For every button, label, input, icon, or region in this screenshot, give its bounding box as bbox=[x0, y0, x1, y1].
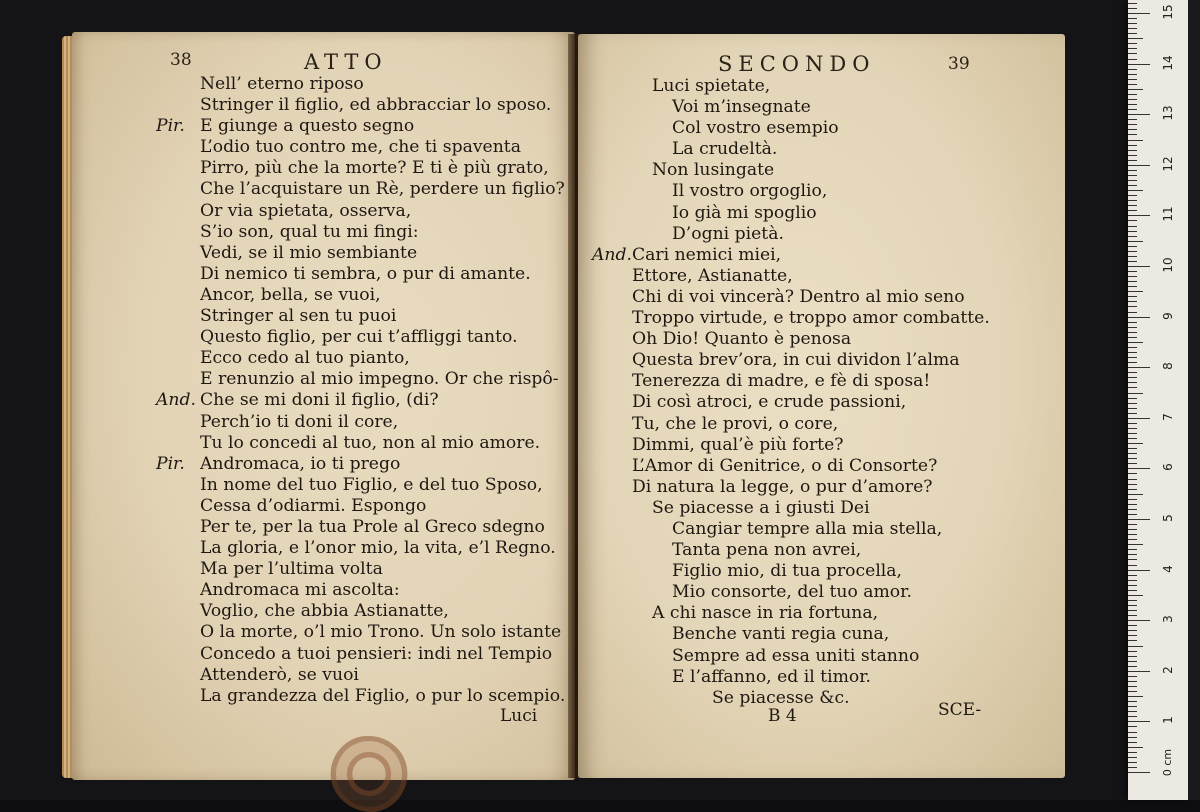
ruler-tick bbox=[1128, 711, 1137, 712]
ruler-tick bbox=[1128, 661, 1137, 662]
ruler-tick bbox=[1128, 529, 1137, 530]
speaker-label: And. bbox=[156, 390, 196, 411]
ruler-tick bbox=[1128, 190, 1143, 191]
verse-text: Voi m’insegnate bbox=[672, 97, 811, 118]
verse-text: Di nemico ti sembra, o pur di amante. bbox=[200, 263, 531, 284]
ruler-tick bbox=[1128, 767, 1137, 768]
speaker-label: And. bbox=[592, 244, 632, 265]
verse-text: Tu lo concedi al tuo, non al mio amore. bbox=[200, 432, 541, 453]
ruler-tick bbox=[1128, 453, 1137, 454]
catchword: Luci bbox=[500, 706, 538, 726]
ruler-tick bbox=[1128, 140, 1143, 141]
verse-text: Cessa d’odiarmi. Espongo bbox=[200, 495, 427, 516]
verse-text: Sempre ad essa uniti stanno bbox=[672, 645, 920, 666]
signature-mark: B 4 bbox=[768, 706, 797, 726]
ruler-tick bbox=[1128, 74, 1137, 75]
verse-text: A chi nasce in ria fortuna, bbox=[652, 603, 879, 624]
ruler-tick bbox=[1128, 165, 1150, 166]
ruler-number: 6 bbox=[1161, 463, 1175, 472]
ruler-tick bbox=[1128, 43, 1137, 44]
running-head: SECONDO bbox=[718, 52, 876, 76]
ruler-tick bbox=[1128, 94, 1137, 95]
verse-text: Questo figlio, per cui t’affliggi tanto. bbox=[200, 327, 518, 348]
verse-text: Tenerezza di madre, e fè di sposa! bbox=[632, 371, 931, 392]
verse-text: Ma per l’ultima volta bbox=[200, 559, 383, 580]
ruler-tick bbox=[1128, 554, 1137, 555]
ruler-tick bbox=[1128, 519, 1150, 520]
ruler-tick bbox=[1128, 59, 1137, 60]
verse-text: Andromaca mi ascolta: bbox=[200, 580, 400, 601]
ruler-tick bbox=[1128, 443, 1143, 444]
ruler-tick bbox=[1128, 524, 1137, 525]
ruler-tick bbox=[1128, 175, 1137, 176]
catchword: SCE- bbox=[938, 700, 982, 720]
verse-text: L’odio tuo contro me, che ti spaventa bbox=[200, 137, 521, 158]
ruler-tick bbox=[1128, 656, 1137, 657]
ruler-tick bbox=[1128, 539, 1137, 540]
verse-text: Concedo a tuoi pensieri: indi nel Tempio bbox=[200, 643, 553, 664]
verse-text: Ancor, bella, se vuoi, bbox=[200, 284, 381, 305]
ruler-tick bbox=[1128, 226, 1137, 227]
ruler-tick bbox=[1128, 134, 1137, 135]
verse-text: L’Amor di Genitrice, o di Consorte? bbox=[632, 455, 938, 476]
ruler-tick bbox=[1128, 210, 1137, 211]
verse-text: La grandezza del Figlio, o pur lo scempio. bbox=[200, 685, 566, 706]
ruler-tick bbox=[1128, 458, 1137, 459]
verse-text: Stringer il figlio, ed abbracciar lo sposo. bbox=[200, 95, 552, 116]
ruler-tick bbox=[1128, 317, 1150, 318]
ruler-tick bbox=[1128, 752, 1137, 753]
ruler-tick bbox=[1128, 737, 1137, 738]
ruler-tick bbox=[1128, 301, 1137, 302]
ruler-tick bbox=[1128, 3, 1137, 4]
verse-text: Andromaca, io ti prego bbox=[200, 453, 401, 474]
ruler-tick bbox=[1128, 534, 1137, 535]
speaker-label: Pir. bbox=[156, 453, 185, 474]
ruler-tick bbox=[1128, 428, 1137, 429]
ruler-tick bbox=[1128, 281, 1137, 282]
ruler-tick bbox=[1128, 468, 1150, 469]
verse-text: Cangiar tempre alla mia stella, bbox=[672, 518, 943, 539]
ruler-tick bbox=[1128, 565, 1137, 566]
ruler-tick bbox=[1128, 352, 1137, 353]
ruler-tick bbox=[1128, 448, 1137, 449]
verse-text: Figlio mio, di tua procella, bbox=[672, 561, 903, 582]
ruler-tick bbox=[1128, 635, 1137, 636]
ruler-tick bbox=[1128, 651, 1137, 652]
verse-text: Oh Dio! Quanto è penosa bbox=[632, 329, 852, 350]
ruler-tick bbox=[1128, 676, 1137, 677]
ruler-tick bbox=[1128, 84, 1137, 85]
ruler-tick bbox=[1128, 8, 1137, 9]
ruler-tick bbox=[1128, 332, 1137, 333]
ruler-tick bbox=[1128, 570, 1150, 571]
ruler-tick bbox=[1128, 200, 1137, 201]
ruler-tick bbox=[1128, 585, 1137, 586]
ruler-number: 1 bbox=[1161, 716, 1175, 725]
ruler-tick bbox=[1128, 124, 1137, 125]
ruler-tick bbox=[1128, 484, 1137, 485]
left-page bbox=[72, 32, 575, 780]
ruler-tick bbox=[1128, 286, 1137, 287]
ruler-tick bbox=[1128, 347, 1137, 348]
ruler-tick bbox=[1128, 251, 1137, 252]
ruler-tick bbox=[1128, 413, 1137, 414]
verse-text: Se piacesse &c. bbox=[712, 687, 850, 708]
ruler-tick bbox=[1128, 433, 1137, 434]
ruler-tick bbox=[1128, 772, 1150, 773]
background-edge bbox=[1188, 0, 1200, 800]
ruler-tick bbox=[1128, 463, 1137, 464]
ruler-tick bbox=[1128, 79, 1137, 80]
verse-text: Questa brev’ora, in cui dividon l’alma bbox=[632, 350, 960, 371]
ruler-tick bbox=[1128, 306, 1137, 307]
ruler-tick bbox=[1128, 691, 1137, 692]
ruler-tick bbox=[1128, 372, 1137, 373]
verse-text: In nome del tuo Figlio, e del tuo Sposo, bbox=[200, 474, 543, 495]
ruler-tick bbox=[1128, 732, 1137, 733]
ruler-tick bbox=[1128, 742, 1137, 743]
ruler-tick bbox=[1128, 256, 1137, 257]
ruler-tick bbox=[1128, 382, 1137, 383]
ruler-tick bbox=[1128, 53, 1137, 54]
verse-text: Ecco cedo al tuo pianto, bbox=[200, 348, 410, 369]
verse-text: Luci spietate, bbox=[652, 76, 771, 96]
ruler-tick bbox=[1128, 119, 1137, 120]
verse-text: Tu, che le provi, o core, bbox=[632, 413, 839, 434]
ruler-tick bbox=[1128, 681, 1137, 682]
ruler-tick bbox=[1128, 549, 1137, 550]
ruler-number: 11 bbox=[1161, 206, 1175, 223]
ruler-tick bbox=[1128, 473, 1137, 474]
ruler-tick bbox=[1128, 640, 1137, 641]
ruler-tick bbox=[1128, 160, 1137, 161]
ruler-tick bbox=[1128, 686, 1137, 687]
ruler-tick bbox=[1128, 509, 1137, 510]
ruler-tick bbox=[1128, 387, 1137, 388]
ruler-tick bbox=[1128, 706, 1137, 707]
ruler-number: 12 bbox=[1161, 156, 1175, 172]
page-number: 39 bbox=[948, 54, 970, 74]
verse-text: Attenderò, se vuoi bbox=[200, 664, 359, 685]
ruler-number: 9 bbox=[1161, 311, 1175, 320]
ruler-tick bbox=[1128, 595, 1143, 596]
ruler-tick bbox=[1128, 38, 1143, 39]
ruler-tick bbox=[1128, 291, 1143, 292]
verse-text: Col vostro esempio bbox=[672, 118, 839, 139]
ruler-tick bbox=[1128, 155, 1137, 156]
verse-text: Perch’io ti doni il core, bbox=[200, 411, 399, 432]
verse-text: Nell’ eterno riposo bbox=[200, 74, 364, 94]
ruler-tick bbox=[1128, 600, 1137, 601]
ruler-tick bbox=[1128, 726, 1137, 727]
ruler-number: 3 bbox=[1161, 615, 1175, 624]
ruler-tick bbox=[1128, 99, 1137, 100]
verse-text: S’io son, qual tu mi fingi: bbox=[200, 221, 419, 242]
ruler-number: 13 bbox=[1161, 105, 1175, 121]
ruler-tick bbox=[1128, 696, 1143, 697]
ruler-tick bbox=[1128, 150, 1137, 151]
verse-text: La crudeltà. bbox=[672, 139, 778, 160]
ruler-tick bbox=[1128, 322, 1137, 323]
ruler-unit-label: 0 cm bbox=[1161, 748, 1175, 777]
ruler-tick bbox=[1128, 403, 1137, 404]
verse-text: O la morte, o’l mio Trono. Un solo istante bbox=[200, 622, 562, 643]
verse-text: Cari nemici miei, bbox=[632, 244, 782, 265]
verse-text: Di natura la legge, o pur d’amore? bbox=[632, 476, 933, 497]
ruler-tick bbox=[1128, 180, 1137, 181]
ruler-tick bbox=[1128, 266, 1150, 267]
ruler-tick bbox=[1128, 33, 1137, 34]
ruler-tick bbox=[1128, 377, 1137, 378]
ruler-tick bbox=[1128, 342, 1143, 343]
ruler-tick bbox=[1128, 23, 1137, 24]
ruler-tick bbox=[1128, 408, 1137, 409]
ink-stamp-stain bbox=[330, 736, 408, 812]
verse-text: Mio consorte, del tuo amor. bbox=[672, 582, 912, 603]
running-head: ATTO bbox=[304, 50, 388, 74]
ruler-tick bbox=[1128, 48, 1137, 49]
ruler-tick bbox=[1128, 504, 1137, 505]
ruler-number: 2 bbox=[1161, 665, 1175, 674]
ruler-tick bbox=[1128, 580, 1137, 581]
ruler-tick bbox=[1128, 590, 1137, 591]
ruler-tick bbox=[1128, 64, 1150, 65]
ruler-tick bbox=[1128, 195, 1137, 196]
ruler-tick bbox=[1128, 129, 1137, 130]
ruler-tick bbox=[1128, 575, 1137, 576]
ruler-tick bbox=[1128, 544, 1143, 545]
ruler-number: 15 bbox=[1161, 4, 1175, 20]
ruler-tick bbox=[1128, 721, 1150, 722]
ruler-tick bbox=[1128, 18, 1137, 19]
ruler-tick bbox=[1128, 205, 1137, 206]
ruler-tick bbox=[1128, 701, 1137, 702]
verse-text: E l’affanno, ed il timor. bbox=[672, 666, 872, 687]
verse-text: Il vostro orgoglio, bbox=[672, 181, 828, 202]
ruler-tick bbox=[1128, 514, 1137, 515]
verse-text: Che se mi doni il figlio, (di? bbox=[200, 390, 439, 411]
verse-text: Troppo virtude, e troppo amor combatte. bbox=[632, 308, 990, 329]
ruler-tick bbox=[1128, 479, 1137, 480]
ruler-tick bbox=[1128, 215, 1150, 216]
verse-text: Pirro, più che la morte? E ti è più grato, bbox=[200, 158, 549, 179]
ruler-tick bbox=[1128, 620, 1150, 621]
ruler-number: 8 bbox=[1161, 362, 1175, 371]
ruler-number: 5 bbox=[1161, 514, 1175, 522]
verse-text: Dimmi, qual’è più forte? bbox=[632, 434, 844, 455]
verse-text: La gloria, e l’onor mio, la vita, e’l Regno. bbox=[200, 538, 556, 559]
ruler-number: 10 bbox=[1161, 257, 1175, 273]
ruler-tick bbox=[1128, 398, 1137, 399]
verse-text: Se piacesse a i giusti Dei bbox=[652, 497, 870, 518]
ruler-tick bbox=[1128, 327, 1137, 328]
verse-text: Chi di voi vincerà? Dentro al mio seno bbox=[632, 286, 965, 307]
ruler-tick bbox=[1128, 296, 1137, 297]
ruler-tick bbox=[1128, 114, 1150, 115]
verse-text: Non lusingate bbox=[652, 160, 775, 181]
ruler-tick bbox=[1128, 312, 1137, 313]
ruler-tick bbox=[1128, 145, 1137, 146]
right-page bbox=[578, 34, 1065, 778]
verse-text: Tanta pena non avrei, bbox=[672, 540, 862, 561]
ruler-tick bbox=[1128, 276, 1137, 277]
ruler-tick bbox=[1128, 762, 1137, 763]
ruler-tick bbox=[1128, 615, 1137, 616]
ruler-tick bbox=[1128, 499, 1137, 500]
ruler-number: 7 bbox=[1161, 412, 1175, 421]
verse-text: Vedi, se il mio sembiante bbox=[200, 242, 418, 263]
ruler-tick bbox=[1128, 231, 1137, 232]
ruler-tick bbox=[1128, 185, 1137, 186]
ruler-tick bbox=[1128, 393, 1143, 394]
ruler-tick bbox=[1128, 716, 1137, 717]
ruler-tick bbox=[1128, 220, 1137, 221]
ruler-tick bbox=[1128, 559, 1137, 560]
verse-text: Stringer al sen tu puoi bbox=[200, 306, 397, 327]
ruler-tick bbox=[1128, 236, 1137, 237]
verse-text: Benche vanti regia cuna, bbox=[672, 624, 890, 645]
ruler-tick bbox=[1128, 104, 1137, 105]
verse-text: Che l’acquistare un Rè, perdere un figlio? bbox=[200, 179, 565, 200]
ruler-tick bbox=[1128, 13, 1150, 14]
ruler-tick bbox=[1128, 747, 1143, 748]
ruler-tick bbox=[1128, 418, 1150, 419]
ruler-tick bbox=[1128, 646, 1143, 647]
ruler-tick bbox=[1128, 494, 1143, 495]
ruler-tick bbox=[1128, 89, 1143, 90]
page-number: 38 bbox=[170, 50, 192, 70]
verse-text: Voglio, che abbia Astianatte, bbox=[200, 601, 449, 622]
verse-text: E renunzio al mio impegno. Or che rispô- bbox=[200, 369, 559, 390]
verse-text: Ettore, Astianatte, bbox=[632, 265, 793, 286]
ruler-tick bbox=[1128, 362, 1137, 363]
ruler-tick bbox=[1128, 757, 1137, 758]
ruler-tick bbox=[1128, 630, 1137, 631]
ruler-tick bbox=[1128, 241, 1143, 242]
ruler-tick bbox=[1128, 271, 1137, 272]
ruler-tick bbox=[1128, 625, 1137, 626]
ruler-tick bbox=[1128, 357, 1137, 358]
ruler-tick bbox=[1128, 610, 1137, 611]
ruler-tick bbox=[1128, 69, 1137, 70]
verse-text: Di così atroci, e crude passioni, bbox=[632, 392, 907, 413]
ruler-tick bbox=[1128, 489, 1137, 490]
ruler-tick bbox=[1128, 671, 1150, 672]
ruler-number: 4 bbox=[1161, 564, 1175, 573]
speaker-label: Pir. bbox=[156, 116, 185, 137]
ruler-tick bbox=[1128, 423, 1137, 424]
measuring-ruler bbox=[1128, 0, 1188, 800]
ruler-tick bbox=[1128, 246, 1137, 247]
ruler-tick bbox=[1128, 170, 1137, 171]
ruler-tick bbox=[1128, 109, 1137, 110]
verse-text: Per te, per la tua Prole al Greco sdegno bbox=[200, 516, 545, 537]
ruler-tick bbox=[1128, 261, 1137, 262]
ruler-tick bbox=[1128, 337, 1137, 338]
ruler-tick bbox=[1128, 666, 1137, 667]
ruler-tick bbox=[1128, 28, 1137, 29]
verse-text: D’ogni pietà. bbox=[672, 223, 784, 244]
ruler-tick bbox=[1128, 367, 1150, 368]
ruler-tick bbox=[1128, 605, 1137, 606]
ruler-number: 14 bbox=[1161, 54, 1175, 71]
verse-text: Io già mi spoglio bbox=[672, 202, 817, 223]
verse-text: E giunge a questo segno bbox=[200, 116, 415, 137]
ruler-tick bbox=[1128, 438, 1137, 439]
verse-text: Or via spietata, osserva, bbox=[200, 200, 412, 221]
